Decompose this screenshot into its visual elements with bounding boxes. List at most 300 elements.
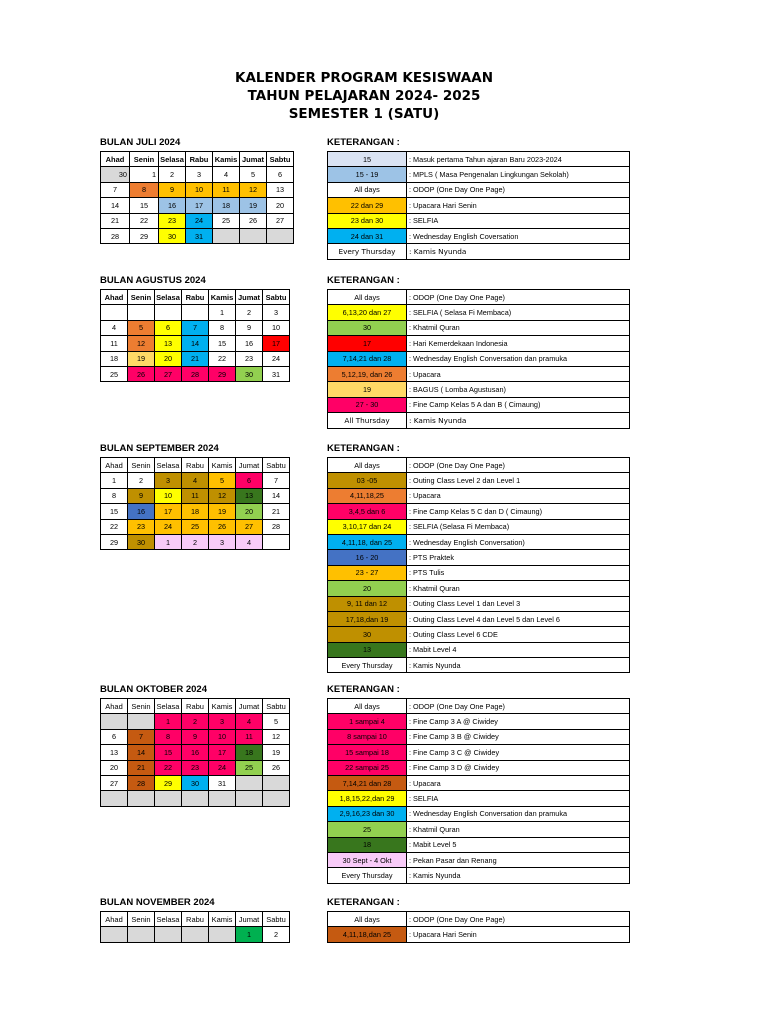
calendar-day-cell: 30 xyxy=(128,534,155,549)
legend-row xyxy=(328,382,630,397)
legend-row xyxy=(328,565,630,580)
weekday-header: Ahad xyxy=(101,458,128,473)
legend-description-cell: : Outing Class Level 4 dan Level 5 dan Level 6 xyxy=(407,611,630,626)
legend-description-cell: : Kamis Nyunda xyxy=(407,658,630,673)
legend-date-cell: 4,11,18,dan 25 xyxy=(328,927,407,942)
legend-description-cell: : SELFIA xyxy=(407,791,630,806)
calendar-day-cell: 12 xyxy=(128,336,155,351)
legend-date-cell: 23 dan 30 xyxy=(328,213,407,228)
calendar-day-cell: 25 xyxy=(182,519,209,534)
calendar-day-cell: 12 xyxy=(240,182,267,197)
keterangan-title: KETERANGAN : xyxy=(327,275,400,286)
calendar-week-row xyxy=(101,488,290,503)
legend-row xyxy=(328,806,630,821)
legend-date-cell: 27 - 30 xyxy=(328,397,407,412)
weekday-header: Kamis xyxy=(209,458,236,473)
legend-description-cell: : Mabit Level 5 xyxy=(407,837,630,852)
calendar-day-cell: 7 xyxy=(128,729,155,744)
calendar-day-cell: 12 xyxy=(263,729,290,744)
calendar-day-cell: 4 xyxy=(213,167,240,182)
calendar-day-cell: 18 xyxy=(213,198,240,213)
calendar-day-cell: 19 xyxy=(240,198,267,213)
weekday-header: Jumat xyxy=(236,912,263,927)
legend-description-cell: : Khatmil Quran xyxy=(407,320,630,335)
calendar-day-cell: 14 xyxy=(182,336,209,351)
legend-date-cell: Every Thursday xyxy=(328,868,407,883)
legend-date-cell: 3,4,5 dan 6 xyxy=(328,504,407,519)
calendar-day-cell: 15 xyxy=(101,504,128,519)
weekday-header: Sabtu xyxy=(263,699,290,714)
calendar-day-cell: 26 xyxy=(128,366,155,381)
legend-description-cell: : MPLS ( Masa Pengenalan Lingkungan Sekolah) xyxy=(407,167,630,182)
month-calendar-grid xyxy=(100,698,290,807)
legend-date-cell: 30 xyxy=(328,627,407,642)
legend-date-cell: 30 xyxy=(328,320,407,335)
legend-date-cell: 1 sampai 4 xyxy=(328,714,407,729)
calendar-day-cell: 10 xyxy=(209,729,236,744)
calendar-day-cell: 31 xyxy=(186,228,213,243)
month-title: BULAN AGUSTUS 2024 xyxy=(100,275,206,286)
legend-description-cell: : Wednesday English Conversation) xyxy=(407,534,630,549)
calendar-day-cell xyxy=(263,791,290,806)
legend-row xyxy=(328,182,630,197)
weekday-header: Kamis xyxy=(209,912,236,927)
calendar-day-cell: 10 xyxy=(155,488,182,503)
calendar-day-cell: 30 xyxy=(236,366,263,381)
legend-row xyxy=(328,244,630,259)
legend-description-cell: : Kamis Nyunda xyxy=(407,413,630,428)
legend-row xyxy=(328,351,630,366)
weekday-header: Sabtu xyxy=(263,290,290,305)
legend-date-cell: 3,10,17 dan 24 xyxy=(328,519,407,534)
legend-description-cell: : ODOP (One Day One Page) xyxy=(407,182,630,197)
calendar-day-cell: 13 xyxy=(236,488,263,503)
calendar-day-cell: 2 xyxy=(263,927,290,942)
calendar-day-cell: 10 xyxy=(186,182,213,197)
calendar-week-row xyxy=(101,366,290,381)
calendar-day-cell: 19 xyxy=(263,745,290,760)
calendar-day-cell: 22 xyxy=(155,760,182,775)
legend-row xyxy=(328,822,630,837)
legend-date-cell: 2,9,16,23 dan 30 xyxy=(328,806,407,821)
legend-date-cell: 7,14,21 dan 28 xyxy=(328,775,407,790)
legend-description-cell: : PTS Tulis xyxy=(407,565,630,580)
weekday-header: Ahad xyxy=(101,152,130,167)
keterangan-title: KETERANGAN : xyxy=(327,443,400,454)
calendar-day-cell: 24 xyxy=(155,519,182,534)
calendar-day-cell: 24 xyxy=(186,213,213,228)
legend-description-cell: : Kamis Nyunda xyxy=(407,868,630,883)
legend-description-cell: : Outing Class Level 2 dan Level 1 xyxy=(407,473,630,488)
keterangan-legend-table xyxy=(327,151,630,260)
legend-description-cell: : Wednesday English Conversation dan pramuka xyxy=(407,806,630,821)
calendar-day-cell: 17 xyxy=(263,336,290,351)
calendar-day-cell: 2 xyxy=(159,167,186,182)
calendar-day-cell: 3 xyxy=(186,167,213,182)
legend-description-cell: : Fine Camp Kelas 5 A dan B ( Cimaung) xyxy=(407,397,630,412)
legend-row xyxy=(328,611,630,626)
calendar-day-cell: 11 xyxy=(213,182,240,197)
weekday-header-row xyxy=(101,699,290,714)
calendar-day-cell: 28 xyxy=(128,775,155,790)
calendar-week-row xyxy=(101,351,290,366)
legend-row xyxy=(328,320,630,335)
weekday-header: Jumat xyxy=(236,290,263,305)
legend-description-cell: : Hari Kemerdekaan Indonesia xyxy=(407,336,630,351)
calendar-week-row xyxy=(101,198,294,213)
calendar-day-cell: 1 xyxy=(130,167,159,182)
legend-row xyxy=(328,336,630,351)
legend-description-cell: : Outing Class Level 6 CDE xyxy=(407,627,630,642)
calendar-day-cell: 22 xyxy=(209,351,236,366)
legend-date-cell: 25 xyxy=(328,822,407,837)
calendar-day-cell: 26 xyxy=(263,760,290,775)
calendar-day-cell: 21 xyxy=(128,760,155,775)
calendar-week-row xyxy=(101,519,290,534)
calendar-day-cell: 11 xyxy=(236,729,263,744)
legend-description-cell: : Kamis Nyunda xyxy=(407,244,630,259)
calendar-day-cell: 2 xyxy=(236,305,263,320)
calendar-day-cell: 21 xyxy=(101,213,130,228)
legend-row xyxy=(328,791,630,806)
legend-date-cell: 8 sampai 10 xyxy=(328,729,407,744)
calendar-week-row xyxy=(101,927,290,942)
calendar-day-cell: 1 xyxy=(101,473,128,488)
legend-date-cell: 13 xyxy=(328,642,407,657)
calendar-day-cell: 12 xyxy=(209,488,236,503)
legend-row xyxy=(328,837,630,852)
weekday-header: Senin xyxy=(130,152,159,167)
legend-date-cell: All Thursday xyxy=(328,413,407,428)
calendar-day-cell: 27 xyxy=(155,366,182,381)
legend-row xyxy=(328,760,630,775)
legend-date-cell: All days xyxy=(328,699,407,714)
legend-row xyxy=(328,519,630,534)
calendar-week-row xyxy=(101,729,290,744)
weekday-header: Selasa xyxy=(159,152,186,167)
calendar-week-row xyxy=(101,775,290,790)
legend-date-cell: All days xyxy=(328,912,407,927)
calendar-day-cell: 27 xyxy=(267,213,294,228)
legend-description-cell: : Khatmil Quran xyxy=(407,822,630,837)
legend-date-cell: 4,11,18, dan 25 xyxy=(328,534,407,549)
keterangan-title: KETERANGAN : xyxy=(327,137,400,148)
calendar-day-cell: 13 xyxy=(155,336,182,351)
semester-label: SEMESTER 1 (SATU) xyxy=(288,106,440,122)
calendar-day-cell: 16 xyxy=(128,504,155,519)
calendar-day-cell: 30 xyxy=(159,228,186,243)
calendar-day-cell: 14 xyxy=(263,488,290,503)
calendar-day-cell: 23 xyxy=(159,213,186,228)
calendar-day-cell: 9 xyxy=(159,182,186,197)
calendar-day-cell: 7 xyxy=(263,473,290,488)
calendar-day-cell: 17 xyxy=(186,198,213,213)
keterangan-legend-table xyxy=(327,911,630,943)
calendar-day-cell xyxy=(128,305,155,320)
legend-date-cell: 24 dan 31 xyxy=(328,228,407,243)
legend-date-cell: 9, 11 dan 12 xyxy=(328,596,407,611)
academic-year: TAHUN PELAJARAN 2024- 2025 xyxy=(247,88,481,104)
weekday-header: Jumat xyxy=(240,152,267,167)
calendar-day-cell: 4 xyxy=(236,534,263,549)
weekday-header: Senin xyxy=(128,699,155,714)
legend-description-cell: : PTS Praktek xyxy=(407,550,630,565)
legend-row xyxy=(328,658,630,673)
legend-row xyxy=(328,152,630,167)
keterangan-legend-table xyxy=(327,698,630,884)
legend-description-cell: : SELFIA (Selasa Fi Membaca) xyxy=(407,519,630,534)
calendar-day-cell xyxy=(101,305,128,320)
calendar-week-row xyxy=(101,791,290,806)
calendar-day-cell: 3 xyxy=(155,473,182,488)
weekday-header: Ahad xyxy=(101,912,128,927)
calendar-day-cell: 28 xyxy=(263,519,290,534)
weekday-header: Sabtu xyxy=(267,152,294,167)
legend-description-cell: : Wednesday English Coversation xyxy=(407,228,630,243)
calendar-day-cell: 20 xyxy=(155,351,182,366)
legend-row xyxy=(328,927,630,942)
calendar-day-cell: 29 xyxy=(101,534,128,549)
calendar-day-cell: 5 xyxy=(263,714,290,729)
calendar-day-cell xyxy=(182,305,209,320)
legend-row xyxy=(328,642,630,657)
calendar-day-cell: 18 xyxy=(236,745,263,760)
legend-row xyxy=(328,729,630,744)
calendar-day-cell: 3 xyxy=(209,714,236,729)
calendar-day-cell: 15 xyxy=(155,745,182,760)
calendar-day-cell: 7 xyxy=(101,182,130,197)
calendar-day-cell: 8 xyxy=(130,182,159,197)
weekday-header: Senin xyxy=(128,912,155,927)
keterangan-title: KETERANGAN : xyxy=(327,897,400,908)
calendar-day-cell: 20 xyxy=(101,760,128,775)
legend-description-cell: : ODOP (One Day One Page) xyxy=(407,290,630,305)
calendar-day-cell: 6 xyxy=(236,473,263,488)
weekday-header: Ahad xyxy=(101,699,128,714)
legend-date-cell: 30 Sept - 4 Okt xyxy=(328,852,407,867)
legend-description-cell: : Wednesday English Conversation dan pramuka xyxy=(407,351,630,366)
calendar-day-cell: 10 xyxy=(263,320,290,335)
legend-row xyxy=(328,366,630,381)
calendar-day-cell: 17 xyxy=(209,745,236,760)
calendar-week-row xyxy=(101,213,294,228)
calendar-day-cell: 6 xyxy=(101,729,128,744)
legend-description-cell: : Fine Camp Kelas 5 C dan D ( Cimaung) xyxy=(407,504,630,519)
calendar-day-cell xyxy=(128,927,155,942)
weekday-header: Selasa xyxy=(155,290,182,305)
calendar-day-cell: 8 xyxy=(209,320,236,335)
calendar-day-cell: 13 xyxy=(101,745,128,760)
calendar-day-cell: 20 xyxy=(236,504,263,519)
weekday-header: Rabu xyxy=(182,290,209,305)
calendar-day-cell xyxy=(101,714,128,729)
weekday-header-row xyxy=(101,912,290,927)
calendar-day-cell: 19 xyxy=(209,504,236,519)
document-title: KALENDER PROGRAM KESISWAAN xyxy=(234,70,493,86)
legend-description-cell: : Fine Camp 3 C @ Ciwidey xyxy=(407,745,630,760)
calendar-week-row xyxy=(101,745,290,760)
legend-date-cell: Every Thursday xyxy=(328,658,407,673)
legend-date-cell: 15 xyxy=(328,152,407,167)
weekday-header: Selasa xyxy=(155,912,182,927)
calendar-day-cell: 27 xyxy=(101,775,128,790)
legend-row xyxy=(328,473,630,488)
legend-date-cell: 22 dan 29 xyxy=(328,198,407,213)
calendar-week-row xyxy=(101,473,290,488)
calendar-day-cell xyxy=(155,927,182,942)
calendar-day-cell xyxy=(155,791,182,806)
keterangan-legend-table xyxy=(327,289,630,429)
calendar-day-cell xyxy=(128,714,155,729)
weekday-header: Senin xyxy=(128,458,155,473)
calendar-day-cell: 6 xyxy=(155,320,182,335)
weekday-header: Jumat xyxy=(236,458,263,473)
calendar-day-cell: 5 xyxy=(240,167,267,182)
calendar-day-cell: 1 xyxy=(155,534,182,549)
calendar-day-cell: 17 xyxy=(155,504,182,519)
legend-date-cell: 1,8,15,22,dan 29 xyxy=(328,791,407,806)
legend-date-cell: All days xyxy=(328,182,407,197)
calendar-week-row xyxy=(101,167,294,182)
calendar-week-row xyxy=(101,182,294,197)
month-calendar-grid xyxy=(100,151,294,244)
legend-row xyxy=(328,228,630,243)
calendar-day-cell xyxy=(209,927,236,942)
calendar-week-row xyxy=(101,228,294,243)
legend-row xyxy=(328,458,630,473)
calendar-day-cell: 5 xyxy=(128,320,155,335)
calendar-day-cell xyxy=(128,791,155,806)
calendar-day-cell: 29 xyxy=(155,775,182,790)
legend-date-cell: 17 xyxy=(328,336,407,351)
calendar-day-cell: 22 xyxy=(130,213,159,228)
calendar-day-cell: 29 xyxy=(209,366,236,381)
legend-date-cell: 15 sampai 18 xyxy=(328,745,407,760)
calendar-day-cell: 26 xyxy=(209,519,236,534)
calendar-day-cell: 28 xyxy=(182,366,209,381)
calendar-day-cell: 24 xyxy=(209,760,236,775)
calendar-day-cell: 9 xyxy=(128,488,155,503)
calendar-day-cell: 23 xyxy=(182,760,209,775)
calendar-day-cell: 13 xyxy=(267,182,294,197)
legend-date-cell: 22 sampai 25 xyxy=(328,760,407,775)
weekday-header-row xyxy=(101,290,290,305)
calendar-day-cell xyxy=(213,228,240,243)
legend-row xyxy=(328,305,630,320)
legend-row xyxy=(328,213,630,228)
legend-description-cell: : ODOP (One Day One Page) xyxy=(407,458,630,473)
calendar-day-cell: 7 xyxy=(182,320,209,335)
calendar-day-cell: 4 xyxy=(182,473,209,488)
legend-description-cell: : Upacara xyxy=(407,488,630,503)
legend-row xyxy=(328,775,630,790)
legend-row xyxy=(328,534,630,549)
legend-row xyxy=(328,852,630,867)
legend-date-cell: 7,14,21 dan 28 xyxy=(328,351,407,366)
legend-row xyxy=(328,912,630,927)
calendar-day-cell: 20 xyxy=(267,198,294,213)
calendar-day-cell: 1 xyxy=(155,714,182,729)
weekday-header: Rabu xyxy=(186,152,213,167)
legend-date-cell: 18 xyxy=(328,837,407,852)
legend-description-cell: : Masuk pertama Tahun ajaran Baru 2023-2024 xyxy=(407,152,630,167)
legend-description-cell: : Pekan Pasar dan Renang xyxy=(407,852,630,867)
weekday-header: Sabtu xyxy=(263,912,290,927)
calendar-day-cell: 25 xyxy=(101,366,128,381)
calendar-day-cell: 14 xyxy=(101,198,130,213)
legend-row xyxy=(328,550,630,565)
month-calendar-grid xyxy=(100,457,290,550)
legend-row xyxy=(328,198,630,213)
legend-description-cell: : Fine Camp 3 B @ Ciwidey xyxy=(407,729,630,744)
calendar-day-cell: 22 xyxy=(101,519,128,534)
calendar-day-cell: 30 xyxy=(101,167,130,182)
weekday-header: Kamis xyxy=(209,699,236,714)
calendar-day-cell: 18 xyxy=(101,351,128,366)
legend-description-cell: : ODOP (One Day One Page) xyxy=(407,912,630,927)
keterangan-title: KETERANGAN : xyxy=(327,684,400,695)
legend-row xyxy=(328,504,630,519)
legend-date-cell: 03 -05 xyxy=(328,473,407,488)
calendar-day-cell: 16 xyxy=(236,336,263,351)
legend-row xyxy=(328,714,630,729)
weekday-header: Selasa xyxy=(155,699,182,714)
legend-description-cell: : Upacara Hari Senin xyxy=(407,927,630,942)
legend-row xyxy=(328,581,630,596)
legend-date-cell: 16 - 20 xyxy=(328,550,407,565)
weekday-header: Rabu xyxy=(182,912,209,927)
legend-date-cell: 19 xyxy=(328,382,407,397)
weekday-header-row xyxy=(101,458,290,473)
weekday-header: Jumat xyxy=(236,699,263,714)
calendar-day-cell: 23 xyxy=(236,351,263,366)
weekday-header: Rabu xyxy=(182,699,209,714)
legend-description-cell: : SELFIA xyxy=(407,213,630,228)
calendar-day-cell: 30 xyxy=(182,775,209,790)
calendar-day-cell: 16 xyxy=(182,745,209,760)
calendar-week-row xyxy=(101,714,290,729)
month-title: BULAN NOVEMBER 2024 xyxy=(100,897,215,908)
calendar-day-cell: 14 xyxy=(128,745,155,760)
month-title: BULAN OKTOBER 2024 xyxy=(100,684,207,695)
weekday-header: Ahad xyxy=(101,290,128,305)
legend-description-cell: : Outing Class Level 1 dan Level 3 xyxy=(407,596,630,611)
calendar-week-row xyxy=(101,760,290,775)
legend-row xyxy=(328,167,630,182)
calendar-day-cell: 29 xyxy=(130,228,159,243)
calendar-day-cell: 6 xyxy=(267,167,294,182)
calendar-day-cell: 8 xyxy=(155,729,182,744)
legend-date-cell: 17,18,dan 19 xyxy=(328,611,407,626)
calendar-day-cell xyxy=(267,228,294,243)
calendar-day-cell xyxy=(240,228,267,243)
legend-row xyxy=(328,488,630,503)
calendar-day-cell xyxy=(263,775,290,790)
calendar-day-cell xyxy=(101,927,128,942)
legend-row xyxy=(328,290,630,305)
legend-row xyxy=(328,699,630,714)
calendar-day-cell: 2 xyxy=(182,534,209,549)
calendar-week-row xyxy=(101,320,290,335)
calendar-day-cell: 2 xyxy=(128,473,155,488)
calendar-day-cell: 15 xyxy=(209,336,236,351)
legend-date-cell: 5,12,19, dan 26 xyxy=(328,366,407,381)
calendar-day-cell xyxy=(182,791,209,806)
calendar-day-cell: 28 xyxy=(101,228,130,243)
month-calendar-grid xyxy=(100,289,290,382)
weekday-header: Kamis xyxy=(209,290,236,305)
weekday-header: Selasa xyxy=(155,458,182,473)
